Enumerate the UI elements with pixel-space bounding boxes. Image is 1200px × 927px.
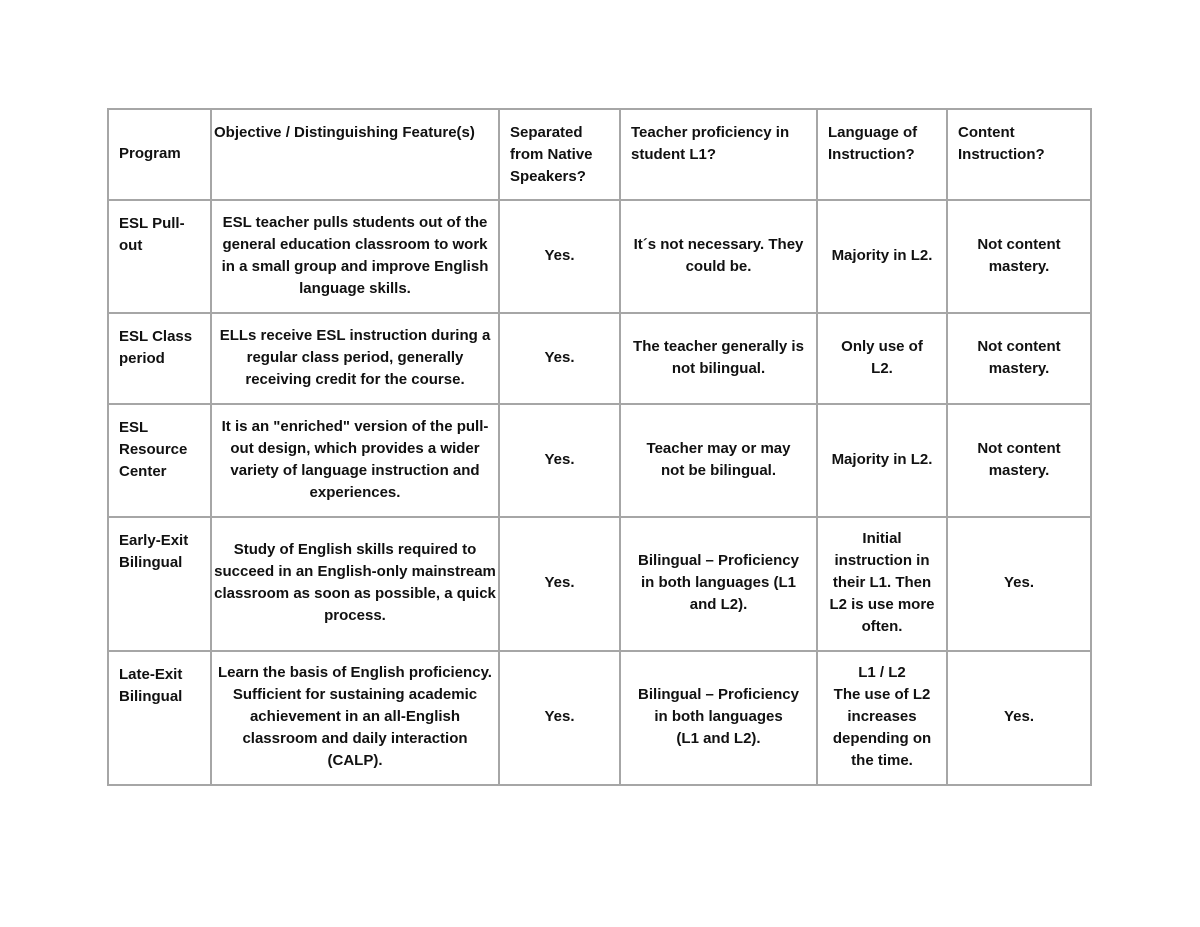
cell-teacher [620, 313, 817, 404]
cell-text: not be bilingual. [661, 461, 776, 479]
cell-text: It is an "enriched" version of the pull- [221, 417, 489, 435]
header-language [817, 109, 947, 200]
cell-text: process. [324, 607, 386, 624]
cell-text: Not content [977, 337, 1061, 355]
cell-text: Bilingual [119, 554, 183, 571]
cell-text: instruction in [834, 552, 930, 569]
cell-text: experiences. [309, 483, 401, 501]
cell-text: Yes. [544, 246, 575, 264]
header-content-line: Instruction? [958, 146, 1045, 163]
cell-text: Yes. [544, 348, 575, 366]
header-row [108, 109, 1091, 200]
cell-content [947, 200, 1091, 313]
cell-text: could be. [685, 257, 752, 275]
cell-text: period [119, 350, 165, 367]
cell-text: Yes. [544, 574, 575, 591]
header-content [947, 109, 1091, 200]
cell-text: out [119, 237, 143, 254]
table-row [108, 517, 1091, 651]
cell-text: Only use of [841, 337, 923, 355]
cell-text: Bilingual [119, 688, 183, 705]
cell-text: ESL Pull- [119, 215, 185, 232]
cell-text: Not content [977, 439, 1061, 457]
cell-content [947, 313, 1091, 404]
table-row [108, 651, 1091, 785]
cell-text: not bilingual. [671, 359, 766, 377]
cell-text: Resource [119, 441, 188, 458]
header-teacher-line: Teacher proficiency in [631, 124, 790, 141]
cell-language [817, 200, 947, 313]
cell-objective [211, 200, 499, 313]
cell-text: It´s not necessary. They [633, 235, 804, 253]
cell-text: out design, which provides a wider [230, 439, 480, 457]
cell-separated [499, 200, 620, 313]
cell-text: L2. [871, 359, 893, 377]
cell-teacher [620, 404, 817, 517]
table-row [108, 200, 1091, 313]
header-teacher [620, 109, 817, 200]
cell-language [817, 313, 947, 404]
cell-objective [211, 313, 499, 404]
cell-text: Bilingual – Proficiency [638, 686, 799, 703]
cell-text: Yes. [1003, 574, 1035, 591]
header-content-line: Content [958, 124, 1015, 141]
cell-text: depending on [832, 730, 932, 747]
cell-text: (CALP). [327, 752, 383, 769]
cell-text: Majority in L2. [831, 450, 933, 468]
cell-text: in both languages [654, 708, 783, 725]
header-teacher-line: student L1? [631, 146, 716, 163]
cell-text: ESL [119, 419, 149, 436]
header-program [108, 109, 211, 200]
cell-text: language skills. [299, 279, 411, 297]
cell-text: Not content [977, 235, 1061, 253]
cell-program [108, 651, 211, 785]
cell-teacher [620, 517, 817, 651]
cell-text: Late-Exit [119, 666, 183, 683]
header-language-line: Language of [828, 124, 918, 141]
header-separated-line: from Native [510, 146, 593, 163]
header-program-text: Program [119, 144, 181, 162]
cell-text: ESL Class [119, 328, 193, 345]
header-separated [499, 109, 620, 200]
cell-text: Yes. [544, 708, 575, 725]
cell-text: L1 / L2 [858, 664, 906, 681]
cell-content [947, 651, 1091, 785]
cell-text: and L2). [689, 596, 748, 613]
program-comparison-table [107, 108, 1092, 786]
cell-separated [499, 313, 620, 404]
cell-text: Sufficient for sustaining academic [232, 686, 478, 703]
cell-text: Early-Exit [119, 532, 189, 549]
cell-text: receiving credit for the course. [245, 370, 465, 388]
cell-text: increases [847, 708, 917, 725]
cell-text: The use of L2 [833, 686, 931, 703]
table-row [108, 313, 1091, 404]
cell-objective [211, 517, 499, 651]
cell-program [108, 404, 211, 517]
cell-text: Bilingual – Proficiency [638, 552, 799, 569]
cell-text: mastery. [988, 359, 1050, 377]
cell-text: general education classroom to work [222, 235, 488, 253]
cell-separated [499, 517, 620, 651]
cell-text: The teacher generally is [633, 337, 804, 355]
cell-program [108, 517, 211, 651]
cell-text: L2 is use more [829, 596, 935, 613]
cell-text: Study of English skills required to [233, 541, 477, 558]
cell-text: variety of language instruction and [230, 461, 480, 479]
cell-teacher [620, 200, 817, 313]
cell-language [817, 517, 947, 651]
cell-content [947, 404, 1091, 517]
cell-text: ESL teacher pulls students out of the [222, 213, 488, 231]
cell-separated [499, 404, 620, 517]
cell-text: Learn the basis of English proficiency. [218, 664, 492, 681]
cell-text: in both languages (L1 [640, 574, 796, 591]
header-separated-line: Speakers? [510, 168, 586, 185]
cell-text: regular class period, generally [246, 348, 464, 366]
cell-program [108, 313, 211, 404]
cell-text: Teacher may or may [646, 439, 791, 457]
cell-text: Majority in L2. [831, 246, 933, 264]
cell-objective [211, 651, 499, 785]
cell-text: classroom and daily interaction [242, 730, 468, 747]
cell-text: often. [861, 618, 903, 635]
cell-text: the time. [851, 752, 913, 769]
cell-text: Yes. [544, 450, 575, 468]
table-row [108, 404, 1091, 517]
cell-text: (L1 and L2). [676, 730, 761, 747]
cell-text: achievement in an all-English [249, 708, 461, 725]
cell-text: mastery. [988, 461, 1050, 479]
program-comparison-table-container [107, 108, 1090, 786]
cell-objective [211, 404, 499, 517]
cell-separated [499, 651, 620, 785]
cell-text: classroom as soon as possible, a quick [214, 585, 496, 602]
cell-language [817, 404, 947, 517]
cell-text: ELLs receive ESL instruction during a [219, 326, 491, 344]
cell-teacher [620, 651, 817, 785]
header-language-line: Instruction? [828, 146, 915, 163]
cell-content [947, 517, 1091, 651]
cell-text: their L1. Then [832, 574, 932, 591]
cell-text: in a small group and improve English [221, 257, 489, 275]
cell-text: Initial [862, 530, 902, 547]
cell-text: Center [119, 463, 167, 480]
header-objective-text: Objective / Distinguishing Feature(s) [214, 124, 475, 141]
cell-text: mastery. [988, 257, 1050, 275]
cell-text: succeed in an English-only mainstream [214, 563, 496, 580]
cell-text: Yes. [1003, 708, 1035, 725]
header-separated-line: Separated [510, 124, 583, 141]
cell-language [817, 651, 947, 785]
cell-program [108, 200, 211, 313]
header-objective [211, 109, 499, 200]
